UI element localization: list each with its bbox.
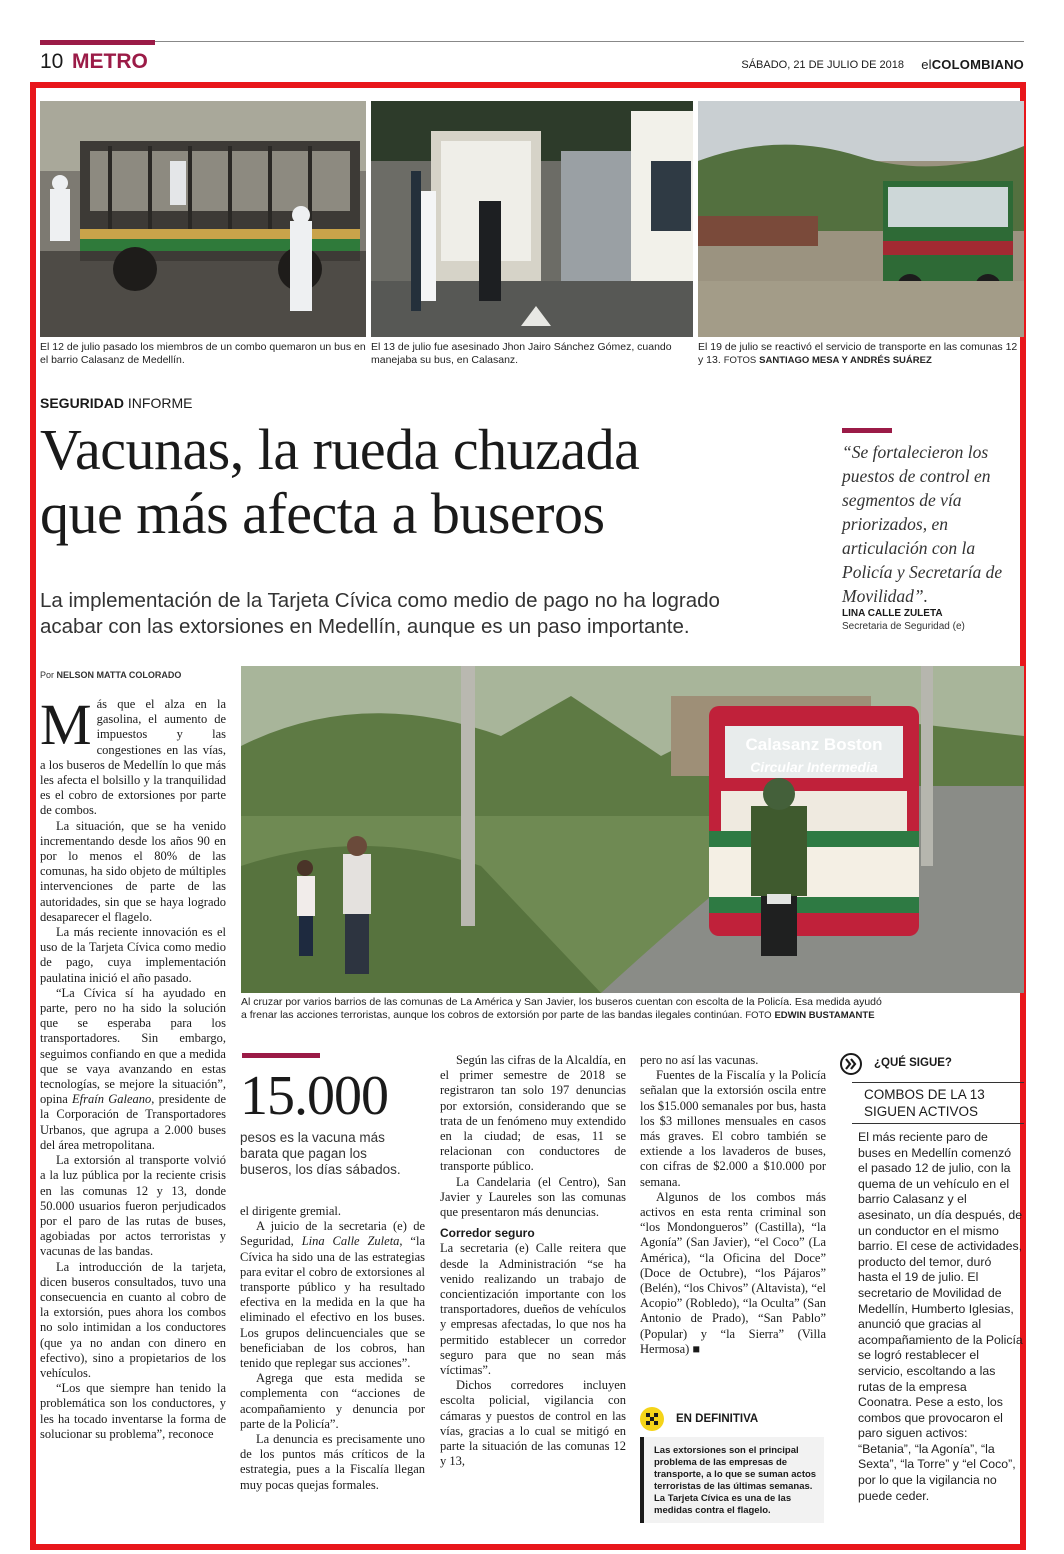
- paragraph: [240, 1219, 425, 1371]
- deck-line-2: acabar con las extorsiones en Medellín, aunque es un paso importante.: [40, 615, 690, 638]
- paragraph-text: A juicio de la secretaria (e) de Seguridad,: [240, 1219, 425, 1249]
- paragraph: el dirigente gremial.: [240, 1204, 342, 1218]
- quote-author: LINA CALLE ZULETA: [842, 608, 943, 619]
- paragraph: La extorsión al transporte volvió a la luz pública por la reciente crisis en las comunas 12 y 13, donde 50.000 usuarios fueron perjudicados por el paro de las rutas de buses, agobiadas por actos terroristas y vacunas de las bandas.: [40, 1153, 226, 1259]
- byline-author: NELSON MATTA COLORADO: [56, 670, 182, 680]
- next-steps-heading: ¿QUÉ SIGUE?: [874, 1057, 952, 1069]
- paragraph: La secretaria (e) Calle reitera que desde la Administración “se ha venido realizando un trabajo de concientización importante con los transportadores, dueños de vehículos y empresas afectadas, lo que nos ha permitido establecer un corredor seguro para que no sean más víctimas”.: [440, 1241, 626, 1378]
- paragraph-text: Algunos de los combos más activos en esta renta criminal son “los Mondongueros” (Castilla), “la Agonía” (San Javier), “el Coco” (La América), “la Oficina del Doce” (Doce de Octubre), “los Pájaros” (Belén), “los Chivos” (Altavista), “el Acopio” (Robledo), “la Oculta” (San Antonio de Prado), “San Pablo” (Popular) y “la Sierra” (Villa Hermosa): [640, 1189, 826, 1356]
- paragraph: Según las cifras de la Alcaldía, en el primer semestre de 2018 se registraron tan solo 197 denuncias por extorsión, considerando que se trata de un fenómeno muy extendido en la ciudad; de esas, 11 se relacionan con conductores de transporte público.: [440, 1053, 626, 1174]
- section-color-bar: [40, 40, 155, 45]
- page-number: 10: [40, 50, 64, 73]
- header-rule: [40, 41, 1024, 42]
- body-column-1: [40, 692, 227, 1442]
- next-steps-title-line-1: COMBOS DE LA 13: [864, 1087, 985, 1102]
- body-column-2: [240, 1204, 425, 1493]
- body-column-3: [440, 1053, 626, 1469]
- brand-name: COLOMBIANO: [931, 57, 1024, 72]
- headline-line-1: Vacunas, la rueda chuzada: [40, 417, 640, 482]
- byline: [40, 670, 181, 680]
- paragraph: Fuentes de la Fiscalía y la Policía señalan que la extorsión oscila entre los $15.000 semanales por bus, hasta los $3 millones mensuales en casos más graves. El cobro también se extiende a los lavaderos de buses, con cifras de $2.000 a $10.000 por semana.: [640, 1068, 826, 1189]
- bus-sign-type: Circular Intermedia: [750, 759, 878, 775]
- source-name: Efraín Galeano: [72, 1092, 152, 1107]
- main-photo-credit-label: FOTO: [745, 1010, 772, 1021]
- paragraph: [640, 1190, 826, 1357]
- next-steps-body: El más reciente paro de buses en Medellín comenzó el pasado 12 de julio, con la quema de un vehículo en el barrio Calasanz y el asesinato, un día después, de un conductor en el mismo barrio. El cese de actividades, producto del temor, duró hasta el 19 de julio. El secretario de Movilidad de Medellín, Humberto Iglesias, anunció que gracias al acompañamiento de la Policía se logró restablecer el servicio, escoltando a las rutas de la empresa Coonatra. Pese a esto, los combos que provocaron el paro siguen activos: “Betania”, “la Agonía”, “la Sexta”, “la Torre” y “el Coco”, por lo que la vigilancia no puede ceder.: [858, 1130, 1023, 1503]
- deck: [40, 588, 830, 640]
- paragraph-text: “La Cívica sí ha ayudado en parte, pero no ha sido la solución que se esperaba para los transportadores. Sin embargo, seguimos confiando en que a medida que se vaya avanzando en estas tecnologías, se mejore la situación”, opina: [40, 985, 226, 1107]
- pull-quote: “Se fortalecieron los puestos de control en segmentos de vía priorizados, en articulación con la Policía y Secretaría de Movilidad”.: [842, 442, 1003, 606]
- stat-description: pesos es la vacuna más barata que pagan los buseros, los días sábados.: [240, 1130, 401, 1177]
- headline: [40, 418, 840, 546]
- paragraph: La situación, que se ha venido incrementando desde los años 90 en por lo menos el 80% de las comunas, ha sido objeto de múltiples intervenciones de parte de las autoridades, sin que se haya logrado desaparecer el flagelo.: [40, 818, 226, 924]
- subheading: Corredor seguro: [440, 1226, 535, 1241]
- newspaper-brand: [921, 57, 1024, 72]
- paragraph-text: , presidente de la Corporación de Transportadores Urbanos, que agrupa a 2.000 buses del área metropolitana.: [40, 1092, 227, 1152]
- quote-author-role: Secretaria de Seguridad (e): [842, 621, 965, 632]
- quote-accent-bar: [842, 428, 892, 433]
- paragraph: Agrega que esta medida se complementa con “acciones de acompañamiento y denuncia por parte de la Policía”.: [240, 1371, 425, 1431]
- main-caption-line-2: a frenar las acciones terroristas, aunque los cobros de extorsión por parte de las bandas ilegales continúan.: [241, 1009, 743, 1021]
- photo-caption-3-text: El 19 de julio se reactivó el servicio de transporte en las comunas 12 y 13.: [698, 341, 1018, 366]
- deck-line-1: La implementación de la Tarjeta Cívica como medio de pago no ha logrado: [40, 589, 720, 612]
- end-mark: ■: [692, 1341, 700, 1356]
- photo-caption-2: El 13 de julio fue asesinado Jhon Jairo Sánchez Gómez, cuando manejaba su bus, en Calasanz.: [371, 341, 672, 366]
- brand-prefix: el: [921, 57, 932, 72]
- drop-cap: M: [40, 692, 92, 757]
- kicker-type: INFORME: [127, 395, 193, 411]
- summary-icon: [640, 1407, 664, 1431]
- photo-resumed-service: [698, 101, 1024, 337]
- photo-caption-1: El 12 de julio pasado los miembros de un combo quemaron un bus en el barrio Calasanz de Medellín.: [40, 341, 366, 366]
- paragraph: [40, 986, 226, 1153]
- main-caption-line-1: Al cruzar por varios barrios de las comunas de La América y San Javier, los buseros cuentan con escolta de la Policía. Esa medida ayudó: [241, 996, 882, 1008]
- next-steps-title-line-2: SIGUEN ACTIVOS: [864, 1104, 979, 1119]
- headline-line-2: que más afecta a buseros: [40, 481, 605, 546]
- paragraph: ás que el alza en la gasolina, el aumento de impuestos y las congestiones en las vías, a los buseros de Medellín lo que más les afecta el bolsillo y la tranquilidad es el cobro de extorsiones por parte de combos.: [40, 697, 226, 818]
- summary-body: Las extorsiones son el principal problema de las empresas de transporte, a lo que se suman actos terroristas de las últimas semanas. La Tarjeta Cívica es una de las medidas contra el flagelo.: [640, 1437, 824, 1523]
- double-chevron-right-icon: [840, 1053, 862, 1075]
- kicker: [40, 395, 192, 411]
- stat-accent-bar: [242, 1053, 320, 1058]
- bus-sign-route: Calasanz Boston: [745, 735, 883, 754]
- photo-credit-label: FOTOS: [723, 355, 757, 366]
- paragraph: La denuncia es precisamente uno de los puntos más críticos de la estrategia, pues a la Fiscalía llegan muy pocas quejas formales.: [240, 1432, 425, 1492]
- source-name: Lina Calle Zuleta: [301, 1234, 400, 1249]
- photo-credit: SANTIAGO MESA Y ANDRÉS SUÁREZ: [759, 355, 932, 366]
- paragraph: “Los que siempre han tenido la problemática son los conductores, y les ha tocado inventarse la forma de solucionar su problema”, reconoce: [40, 1381, 226, 1441]
- paragraph: La introducción de la tarjeta, dicen buseros consultados, tuvo una consecuencia en cuanto al cobro de la extorsión, pues ahora los combos no solo intimidan a los conductores (que ya no andan con dinero en efectivo), sino a propietarios de los vehículos.: [40, 1259, 226, 1380]
- paragraph: pero no así las vacunas.: [640, 1053, 759, 1067]
- main-photo-caption: [241, 996, 1031, 1022]
- byline-prefix: Por: [40, 670, 55, 680]
- paragraph: La Candelaria (el Centro), San Javier y Laureles son las comunas que presentaron más denuncias.: [440, 1174, 626, 1220]
- paragraph: Dichos corredores incluyen escolta policial, vigilancia con cámaras y puestos de control en las vías, gracias a lo cual se mitigó en parte la situación de las comunas 12 y 13,: [440, 1378, 626, 1469]
- paragraph-text: , “la Cívica ha sido una de las estrategias para evitar el cobro de extorsiones al transporte público y ha resultado efectiva en la medida en la que ha eliminado el efectivo en los buses. Los grupos delincuenciales que se beneficiaban de los cobros, han tenido que replegar sus acciones”.: [240, 1234, 425, 1371]
- body-column-4: [640, 1053, 826, 1357]
- main-photo-bus-escort: [241, 666, 1024, 993]
- paragraph: La más reciente innovación es el uso de la Tarjeta Cívica como medio de pago, cuya implementación paulatina inició el año pasado.: [40, 925, 226, 985]
- kicker-section: SEGURIDAD: [40, 395, 125, 411]
- issue-date: SÁBADO, 21 DE JULIO DE 2018: [741, 59, 904, 71]
- next-steps-title: [852, 1082, 1024, 1124]
- main-photo-credit: EDWIN BUSTAMANTE: [774, 1010, 875, 1021]
- stat-number: 15.000: [240, 1065, 388, 1127]
- section-name: METRO: [72, 50, 148, 73]
- summary-heading: EN DEFINITIVA: [676, 1413, 759, 1425]
- photo-burned-bus: [40, 101, 366, 337]
- photo-crime-scene: [371, 101, 693, 337]
- photo-caption-3: [698, 341, 1024, 367]
